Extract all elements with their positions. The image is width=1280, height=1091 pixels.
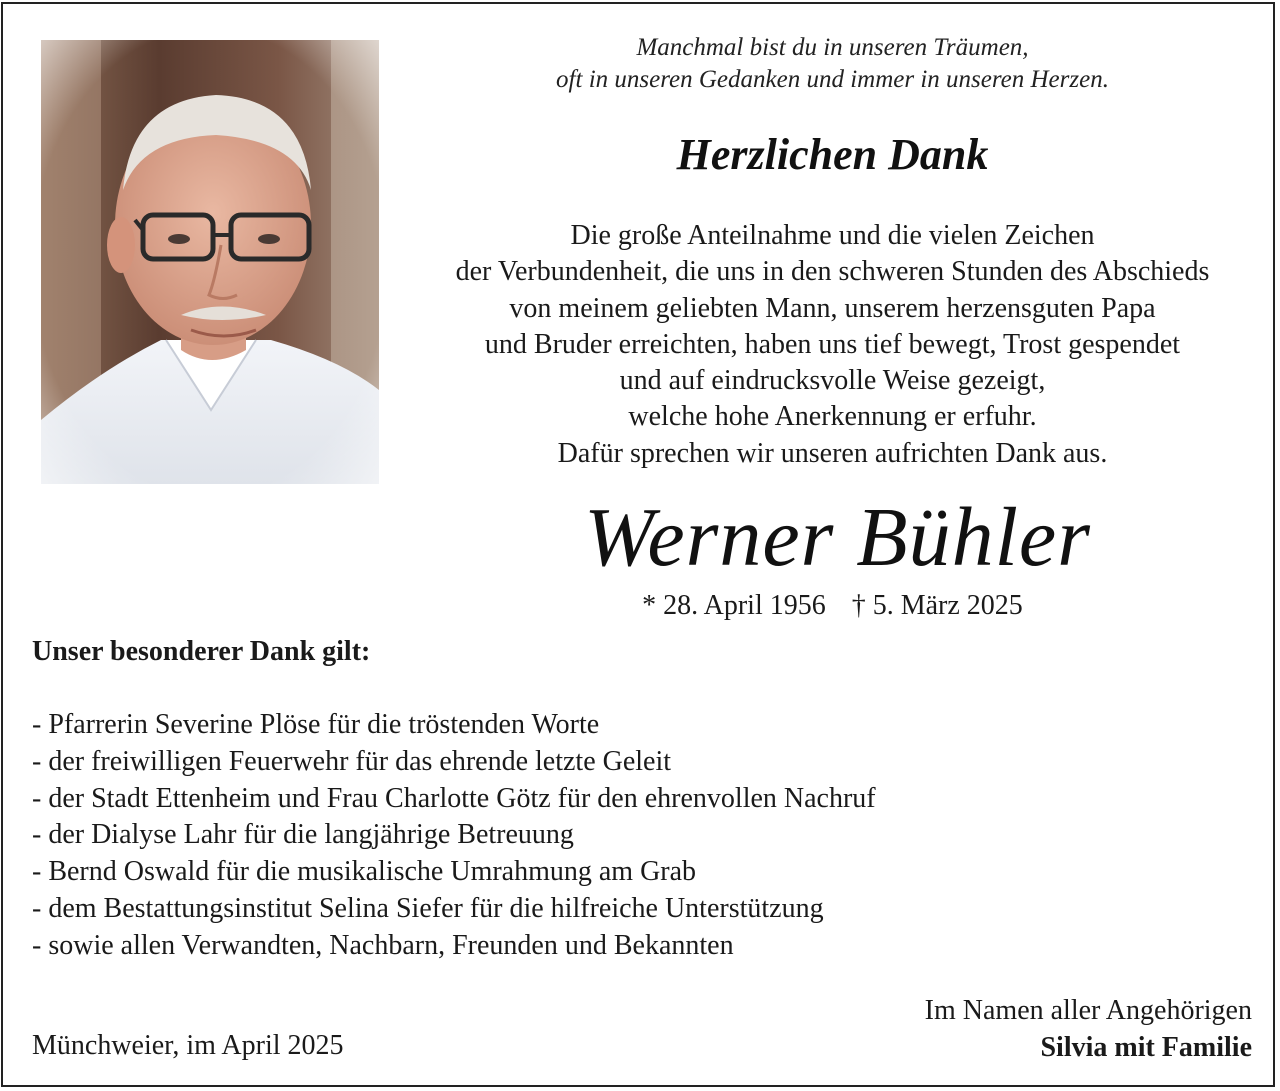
signoff-line: Im Namen aller Angehörigen xyxy=(924,995,1252,1026)
list-item: - sowie allen Verwandten, Nachbarn, Freunden und Bekannten xyxy=(32,929,734,961)
special-thanks-heading: Unser besonderer Dank gilt: xyxy=(32,636,371,667)
memorial-quote xyxy=(395,32,1270,96)
life-dates xyxy=(395,588,1270,624)
deceased-name: Werner Bühler xyxy=(584,491,1091,584)
list-item: - der Stadt Ettenheim und Frau Charlotte Götz für den ehrenvollen Nachruf xyxy=(32,782,876,814)
message-line: und auf eindrucksvolle Weise gezeigt, xyxy=(619,365,1046,397)
death-date: † 5. März 2025 xyxy=(851,590,1023,621)
message-line: von meinem geliebten Mann, unserem herzensguten Papa xyxy=(509,292,1156,324)
list-item: - dem Bestattungsinstitut Selina Siefer für die hilfreiche Unterstützung xyxy=(32,892,824,924)
quote-line: oft in unseren Gedanken und immer in unseren Herzen. xyxy=(556,66,1109,93)
list-item: - Bernd Oswald für die musikalische Umrahmung am Grab xyxy=(32,856,697,888)
birth-date: * 28. April 1956 xyxy=(642,590,826,621)
message-line: Dafür sprechen wir unseren aufrichten Dank aus. xyxy=(557,437,1108,469)
message-line: Die große Anteilnahme und die vielen Zeichen xyxy=(570,220,1095,251)
special-thanks-list xyxy=(32,707,876,965)
list-item: - der Dialyse Lahr für die langjährige Betreuung xyxy=(32,819,574,851)
list-item: - Pfarrerin Severine Plöse für die tröstenden Worte xyxy=(32,709,600,740)
thank-you-heading: Herzlichen Dank xyxy=(676,130,989,179)
list-item: - der freiwilligen Feuerwehr für das ehrende letzte Geleit xyxy=(32,745,672,777)
family-name: Silvia mit Familie xyxy=(1040,1032,1252,1063)
message-line: und Bruder erreichten, haben uns tief bewegt, Trost gespendet xyxy=(484,328,1181,360)
signoff xyxy=(925,992,1252,1066)
place-and-date: Münchweier, im April 2025 xyxy=(32,1030,344,1061)
message-line: welche hohe Anerkennung er erfuhr. xyxy=(628,401,1037,433)
portrait-photo xyxy=(41,40,379,484)
quote-line: Manchmal bist du in unseren Träumen, xyxy=(636,34,1029,61)
message-line: der Verbundenheit, die uns in den schweren Stunden des Abschieds xyxy=(455,256,1210,288)
thank-you-message xyxy=(380,218,1280,472)
